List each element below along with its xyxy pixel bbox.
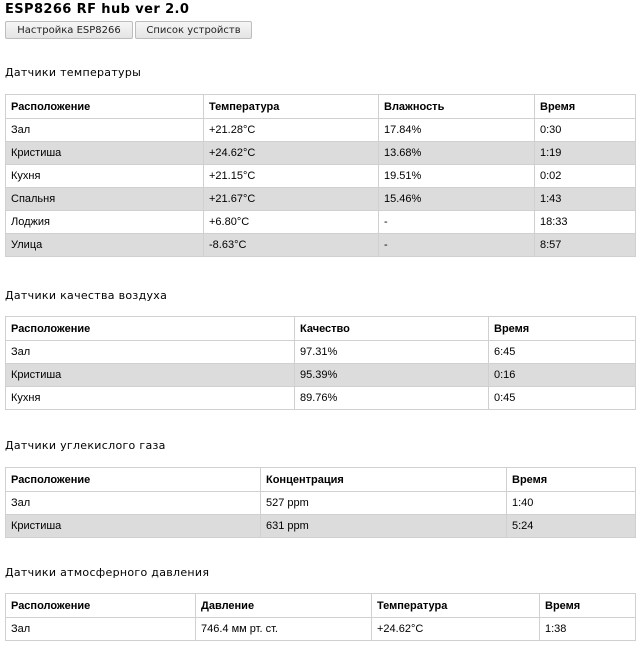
- cell-location: Лоджия: [6, 211, 204, 234]
- cell-time: 1:38: [540, 618, 636, 641]
- cell-humidity: 13.68%: [379, 142, 535, 165]
- co2-table: [5, 467, 636, 538]
- app-title: ESP8266 RF hub ver 2.0: [5, 2, 190, 17]
- table-row: [6, 119, 636, 142]
- table-row: [6, 364, 636, 387]
- cell-temperature: +24.62°C: [372, 618, 540, 641]
- table-row: [6, 211, 636, 234]
- cell-time: 1:19: [535, 142, 636, 165]
- header-temperature: Температура: [204, 95, 379, 119]
- temperature-section-title: Датчики температуры: [5, 66, 142, 79]
- cell-time: 1:40: [507, 492, 636, 515]
- header-location: Расположение: [6, 317, 295, 341]
- cell-humidity: -: [379, 211, 535, 234]
- cell-location: Зал: [6, 341, 295, 364]
- cell-humidity: 17.84%: [379, 119, 535, 142]
- cell-time: 6:45: [489, 341, 636, 364]
- header-time: Время: [540, 594, 636, 618]
- table-row: [6, 515, 636, 538]
- table-header-row: [6, 594, 636, 618]
- temperature-table: [5, 94, 636, 257]
- cell-humidity: 15.46%: [379, 188, 535, 211]
- cell-temperature: +21.15°C: [204, 165, 379, 188]
- header-location: Расположение: [6, 468, 261, 492]
- cell-pressure: 746.4 мм рт. ст.: [196, 618, 372, 641]
- header-time: Время: [535, 95, 636, 119]
- table-row: [6, 387, 636, 410]
- co2-section-title: Датчики углекислого газа: [5, 439, 166, 452]
- cell-concentration: 631 ppm: [261, 515, 507, 538]
- cell-time: 5:24: [507, 515, 636, 538]
- cell-location: Кухня: [6, 387, 295, 410]
- cell-humidity: 19.51%: [379, 165, 535, 188]
- table-header-row: [6, 317, 636, 341]
- cell-time: 1:43: [535, 188, 636, 211]
- cell-location: Зал: [6, 119, 204, 142]
- pressure-section-title: Датчики атмосферного давления: [5, 566, 210, 579]
- cell-humidity: -: [379, 234, 535, 257]
- cell-temperature: +24.62°C: [204, 142, 379, 165]
- cell-location: Кристиша: [6, 364, 295, 387]
- cell-location: Спальня: [6, 188, 204, 211]
- header-concentration: Концентрация: [261, 468, 507, 492]
- cell-time: 0:45: [489, 387, 636, 410]
- table-row: [6, 165, 636, 188]
- cell-time: 18:33: [535, 211, 636, 234]
- table-header-row: [6, 468, 636, 492]
- table-row: [6, 188, 636, 211]
- cell-temperature: +6.80°C: [204, 211, 379, 234]
- pressure-table: [5, 593, 636, 641]
- cell-concentration: 527 ppm: [261, 492, 507, 515]
- header-temperature: Температура: [372, 594, 540, 618]
- header-humidity: Влажность: [379, 95, 535, 119]
- header-time: Время: [489, 317, 636, 341]
- device-list-button[interactable]: Список устройств: [135, 21, 252, 39]
- header-pressure: Давление: [196, 594, 372, 618]
- table-header-row: [6, 95, 636, 119]
- cell-quality: 89.76%: [295, 387, 489, 410]
- header-time: Время: [507, 468, 636, 492]
- cell-location: Улица: [6, 234, 204, 257]
- cell-temperature: +21.67°C: [204, 188, 379, 211]
- cell-quality: 97.31%: [295, 341, 489, 364]
- cell-time: 0:16: [489, 364, 636, 387]
- cell-location: Зал: [6, 618, 196, 641]
- table-row: [6, 492, 636, 515]
- cell-location: Зал: [6, 492, 261, 515]
- cell-quality: 95.39%: [295, 364, 489, 387]
- cell-location: Кристиша: [6, 515, 261, 538]
- table-row: [6, 618, 636, 641]
- cell-time: 8:57: [535, 234, 636, 257]
- header-location: Расположение: [6, 95, 204, 119]
- cell-temperature: +21.28°C: [204, 119, 379, 142]
- cell-time: 0:30: [535, 119, 636, 142]
- header-quality: Качество: [295, 317, 489, 341]
- header-location: Расположение: [6, 594, 196, 618]
- table-row: [6, 234, 636, 257]
- air-quality-section-title: Датчики качества воздуха: [5, 289, 168, 302]
- cell-location: Кухня: [6, 165, 204, 188]
- esp8266-settings-button[interactable]: Настройка ESP8266: [5, 21, 133, 39]
- cell-temperature: -8.63°C: [204, 234, 379, 257]
- cell-location: Кристиша: [6, 142, 204, 165]
- table-row: [6, 142, 636, 165]
- air-quality-table: [5, 316, 636, 410]
- table-row: [6, 341, 636, 364]
- cell-time: 0:02: [535, 165, 636, 188]
